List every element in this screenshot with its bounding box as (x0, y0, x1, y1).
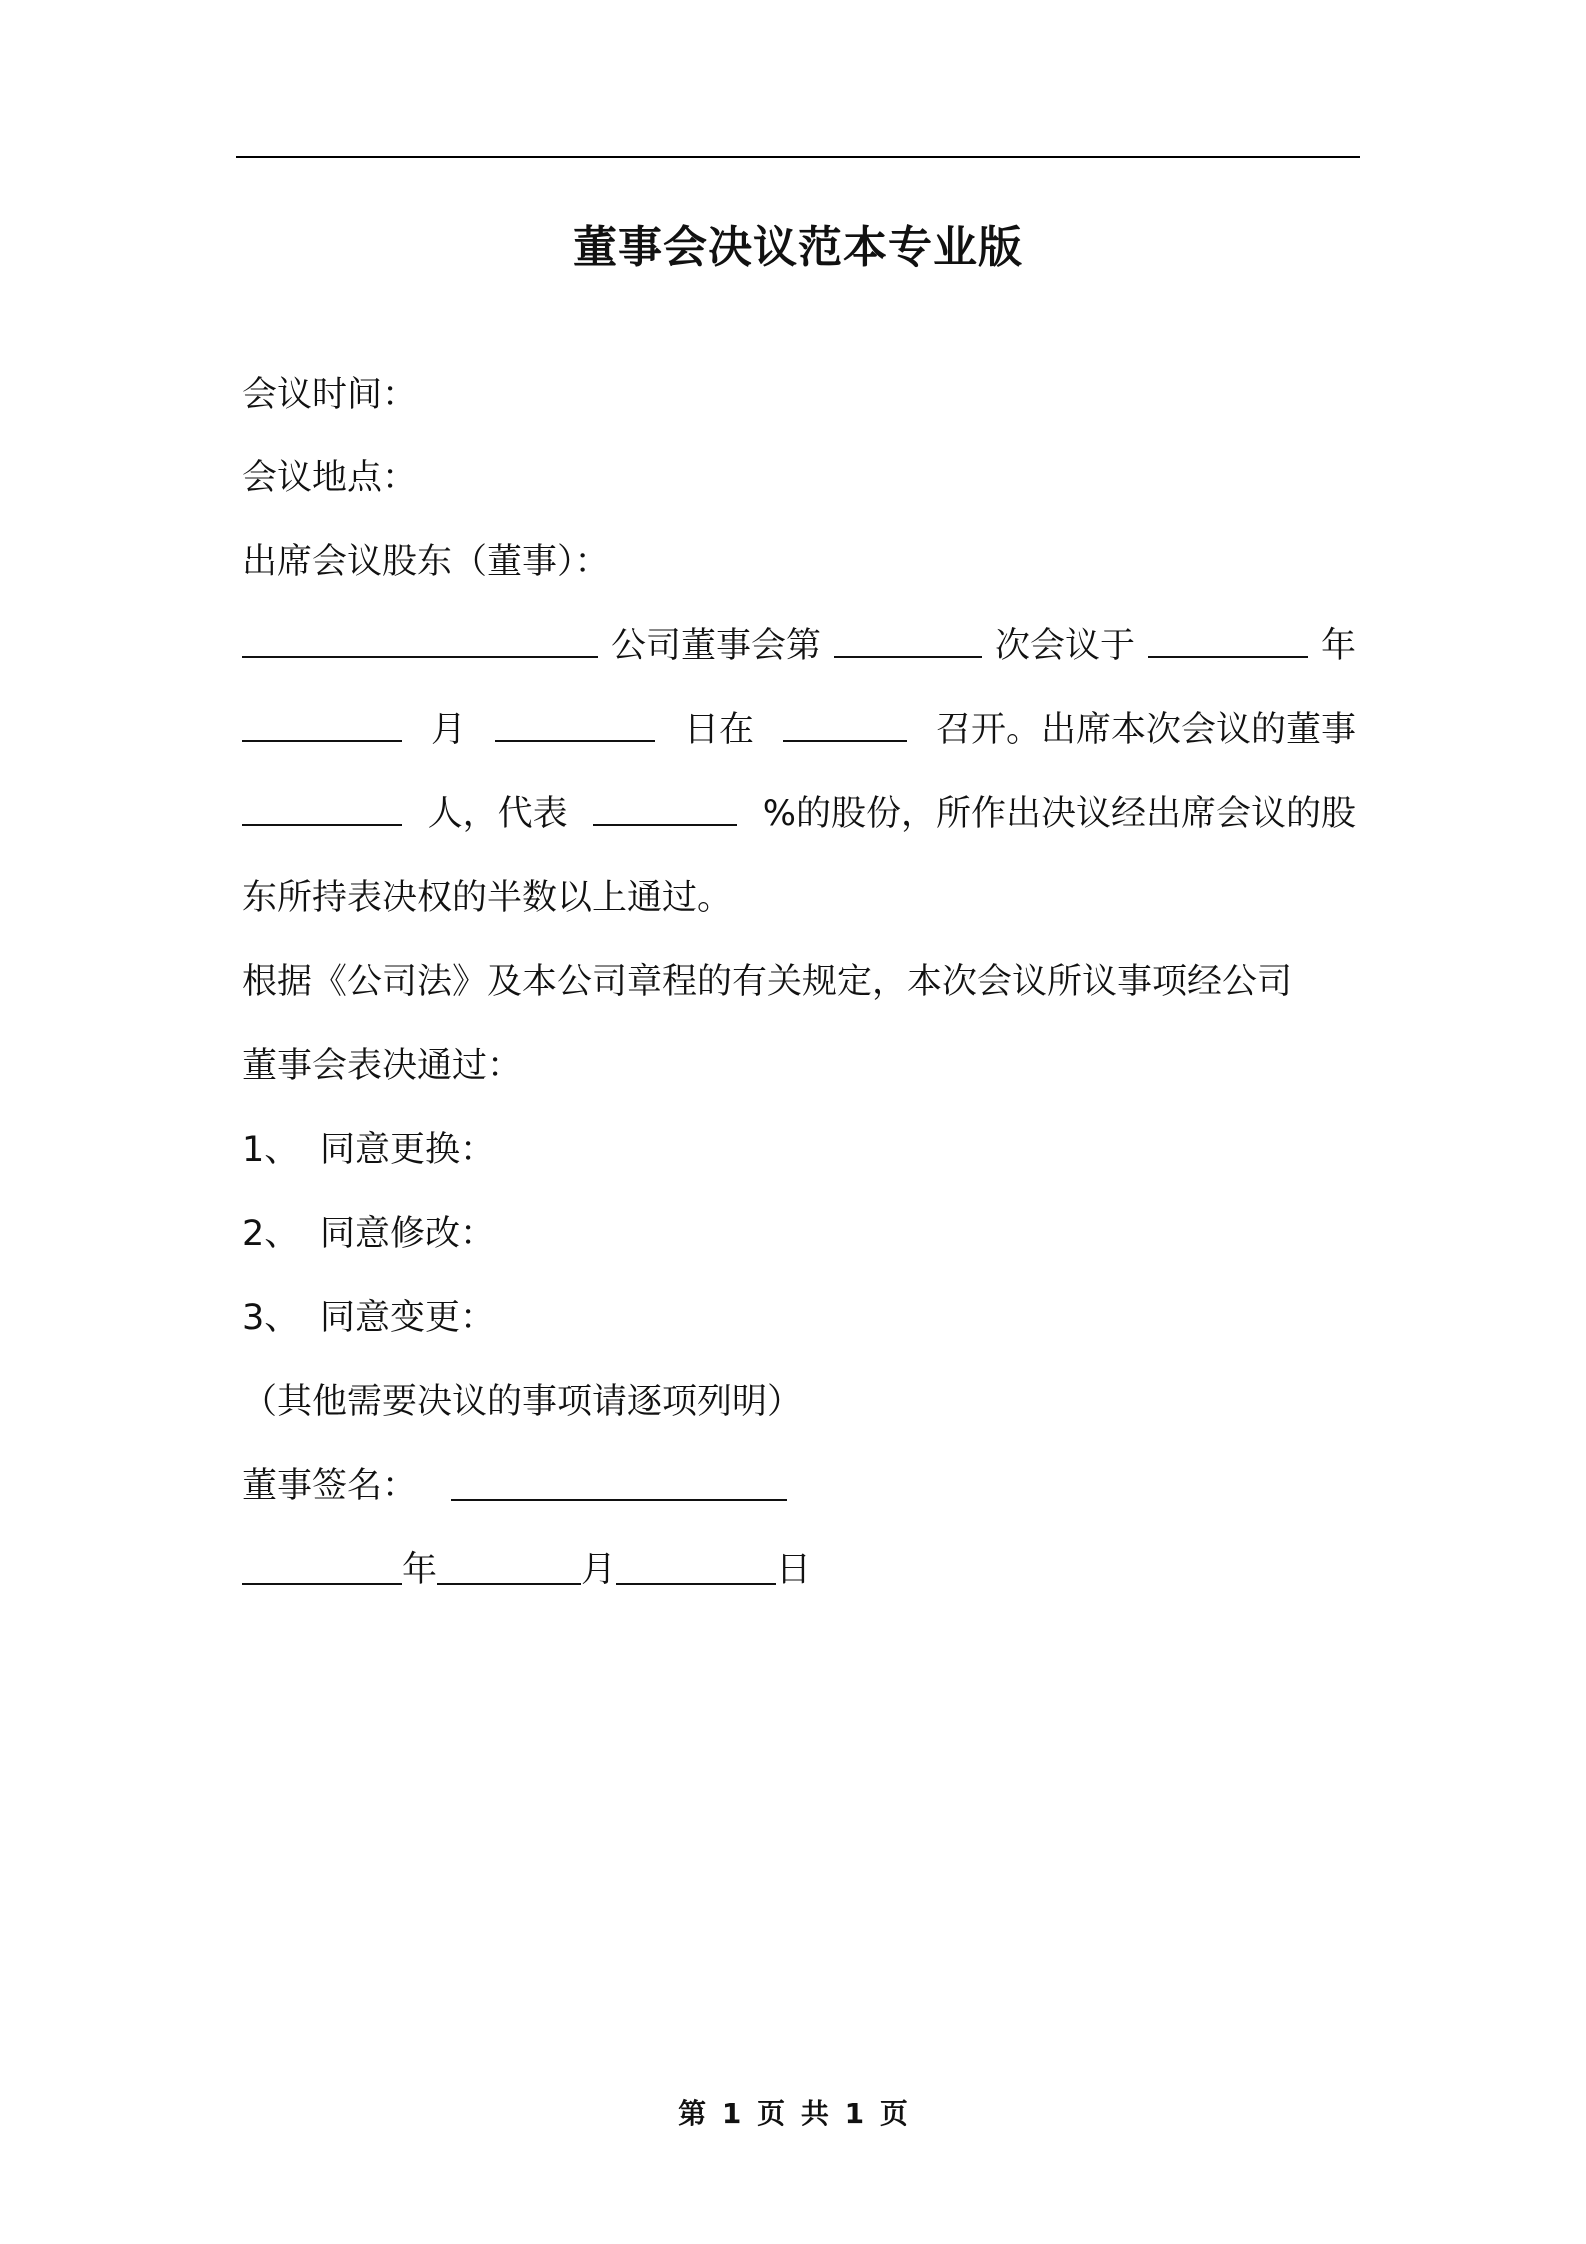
other-items-note: （其他需要决议的事项请逐项列明） (242, 1382, 803, 1422)
list-item-text: 同意变更： (320, 1298, 496, 1338)
list-item-number: 1、 (242, 1130, 300, 1170)
company-name-blank (242, 616, 598, 658)
date-day-text: 日 (776, 1550, 812, 1590)
meeting-time-label: 会议时间： (242, 375, 418, 415)
share-text: %的股份，所作出决议经出席会议的股 (762, 794, 1356, 834)
document-title: 董事会决议范本专业版 (573, 222, 1023, 273)
company-board-text: 公司董事会第 (610, 626, 821, 666)
legal-basis-line-1: 根据《公司法》及本公司章程的有关规定，本次会议所议事项经公司 (242, 962, 1293, 1002)
list-item (242, 1120, 495, 1180)
date-year-text: 年 (402, 1550, 438, 1590)
list-item (242, 1204, 495, 1264)
signature-line (242, 1456, 787, 1516)
date-month-blank (437, 1543, 581, 1585)
date-line (242, 1540, 811, 1600)
people-count-blank (242, 784, 402, 826)
resolution-line-2 (242, 700, 1356, 760)
year-blank (1148, 616, 1308, 658)
day-at-text: 日在 (683, 710, 754, 750)
people-text: 人，代表 (427, 794, 568, 834)
attendees-label: 出席会议股东（董事）： (242, 542, 610, 582)
list-item-text: 同意更换： (320, 1130, 496, 1170)
legal-basis-line-2: 董事会表决通过： (242, 1046, 523, 1086)
month-blank (242, 700, 402, 742)
session-number-blank (834, 616, 982, 658)
resolution-line-4: 东所持表决权的半数以上通过。 (242, 878, 733, 918)
list-item-number: 2、 (242, 1214, 300, 1254)
signature-blank (451, 1459, 787, 1501)
year-text: 年 (1320, 626, 1356, 666)
day-blank (495, 700, 655, 742)
date-year-blank (242, 1543, 402, 1585)
share-percent-blank (593, 784, 737, 826)
date-day-blank (616, 1543, 776, 1585)
list-item (242, 1288, 495, 1348)
list-item-text: 同意修改： (320, 1214, 496, 1254)
session-text: 次会议于 (994, 626, 1135, 666)
date-month-text: 月 (581, 1550, 617, 1590)
list-item-number: 3、 (242, 1298, 300, 1338)
meeting-place-label: 会议地点： (242, 458, 418, 498)
header-rule (236, 156, 1360, 158)
page-number-footer: 第 1 页 共 1 页 (678, 2097, 908, 2130)
held-text: 召开。出席本次会议的董事 (935, 710, 1356, 750)
resolution-line-3 (242, 784, 1356, 844)
venue-blank (783, 700, 907, 742)
signature-label: 董事签名： (242, 1466, 418, 1506)
resolution-line-1 (242, 616, 1356, 676)
month-text: 月 (430, 710, 466, 750)
